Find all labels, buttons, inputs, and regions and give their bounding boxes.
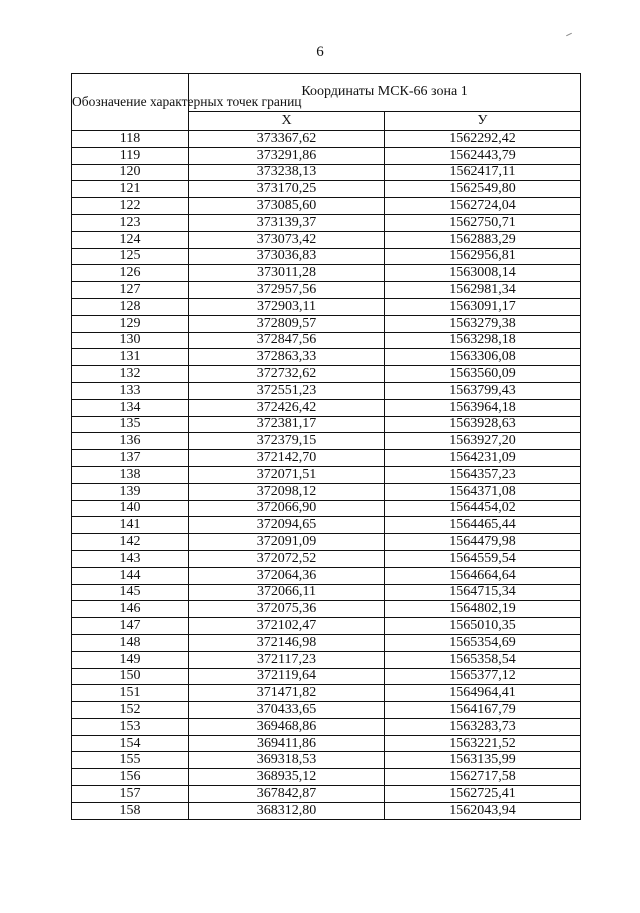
- y-coordinate-cell: 1564231,09: [385, 450, 581, 467]
- table-row: [72, 231, 581, 248]
- point-id-cell: 156: [72, 769, 189, 786]
- table-row: [72, 567, 581, 584]
- x-coordinate-cell: 373367,62: [189, 131, 385, 148]
- point-id-cell: 137: [72, 450, 189, 467]
- table-row: [72, 298, 581, 315]
- table-row: [72, 315, 581, 332]
- x-coordinate-cell: 372809,57: [189, 315, 385, 332]
- x-coordinate-cell: 369411,86: [189, 735, 385, 752]
- table-row: [72, 584, 581, 601]
- y-coordinate-cell: 1562717,58: [385, 769, 581, 786]
- y-coordinate-cell: 1563283,73: [385, 718, 581, 735]
- x-coordinate-cell: 373238,13: [189, 164, 385, 181]
- x-coordinate-cell: 372098,12: [189, 483, 385, 500]
- table-header: [72, 74, 581, 131]
- table-row: [72, 399, 581, 416]
- y-coordinate-cell: 1565354,69: [385, 634, 581, 651]
- point-id-cell: 140: [72, 500, 189, 517]
- point-id-cell: 147: [72, 618, 189, 635]
- y-coordinate-cell: 1564664,64: [385, 567, 581, 584]
- table-row: [72, 248, 581, 265]
- point-id-cell: 131: [72, 349, 189, 366]
- point-id-cell: 146: [72, 601, 189, 618]
- point-id-cell: 134: [72, 399, 189, 416]
- table-row: [72, 433, 581, 450]
- table-row: [72, 483, 581, 500]
- table-row: [72, 416, 581, 433]
- table-row: [72, 450, 581, 467]
- table-row: [72, 735, 581, 752]
- x-coordinate-cell: 373073,42: [189, 231, 385, 248]
- point-id-cell: 138: [72, 466, 189, 483]
- x-coordinate-cell: 372066,11: [189, 584, 385, 601]
- y-coordinate-cell: 1563298,18: [385, 332, 581, 349]
- y-coordinate-cell: 1563135,99: [385, 752, 581, 769]
- table-row: [72, 634, 581, 651]
- table-row: [72, 164, 581, 181]
- x-coordinate-cell: 372863,33: [189, 349, 385, 366]
- x-coordinate-cell: 368935,12: [189, 769, 385, 786]
- y-coordinate-cell: 1563927,20: [385, 433, 581, 450]
- point-id-cell: 142: [72, 534, 189, 551]
- x-coordinate-cell: 373085,60: [189, 198, 385, 215]
- y-coordinate-cell: 1562956,81: [385, 248, 581, 265]
- point-id-cell: 125: [72, 248, 189, 265]
- table-row: [72, 517, 581, 534]
- point-id-cell: 135: [72, 416, 189, 433]
- table-row: [72, 718, 581, 735]
- point-id-cell: 149: [72, 651, 189, 668]
- point-id-cell: 128: [72, 298, 189, 315]
- x-coordinate-cell: 372551,23: [189, 382, 385, 399]
- x-coordinate-cell: 372102,47: [189, 618, 385, 635]
- point-id-cell: 119: [72, 147, 189, 164]
- y-coordinate-cell: 1564559,54: [385, 550, 581, 567]
- y-coordinate-cell: 1563091,17: [385, 298, 581, 315]
- y-coordinate-cell: 1563279,38: [385, 315, 581, 332]
- x-coordinate-cell: 372064,36: [189, 567, 385, 584]
- y-coordinate-cell: 1564371,08: [385, 483, 581, 500]
- table-row: [72, 769, 581, 786]
- table-row: [72, 802, 581, 819]
- table-row: [72, 131, 581, 148]
- point-id-cell: 120: [72, 164, 189, 181]
- table-row: [72, 214, 581, 231]
- y-coordinate-cell: 1564964,41: [385, 685, 581, 702]
- x-coordinate-cell: 369468,86: [189, 718, 385, 735]
- x-coordinate-cell: 373170,25: [189, 181, 385, 198]
- table-row: [72, 198, 581, 215]
- table-row: [72, 332, 581, 349]
- point-id-cell: 133: [72, 382, 189, 399]
- y-coordinate-cell: 1562417,11: [385, 164, 581, 181]
- point-id-cell: 132: [72, 366, 189, 383]
- table-row: [72, 668, 581, 685]
- point-id-cell: 158: [72, 802, 189, 819]
- table-row: [72, 147, 581, 164]
- table-row: [72, 534, 581, 551]
- table-row: [72, 382, 581, 399]
- points-column-header: Обозначение характерных точек границ: [72, 74, 189, 131]
- table-row: [72, 366, 581, 383]
- x-coordinate-cell: 372732,62: [189, 366, 385, 383]
- x-coordinate-cell: 372072,52: [189, 550, 385, 567]
- table-row: [72, 466, 581, 483]
- x-coordinate-cell: 372379,15: [189, 433, 385, 450]
- y-coordinate-cell: 1562549,80: [385, 181, 581, 198]
- x-coordinate-cell: 372071,51: [189, 466, 385, 483]
- y-coordinate-cell: 1565377,12: [385, 668, 581, 685]
- x-coordinate-cell: 372066,90: [189, 500, 385, 517]
- table-row: [72, 550, 581, 567]
- point-id-cell: 145: [72, 584, 189, 601]
- x-coordinate-cell: 372117,23: [189, 651, 385, 668]
- y-coordinate-cell: 1562443,79: [385, 147, 581, 164]
- y-coordinate-cell: 1562883,29: [385, 231, 581, 248]
- point-id-cell: 157: [72, 786, 189, 803]
- y-coordinate-cell: 1564479,98: [385, 534, 581, 551]
- table-row: [72, 601, 581, 618]
- x-coordinate-cell: 372091,09: [189, 534, 385, 551]
- table-row: [72, 349, 581, 366]
- point-id-cell: 121: [72, 181, 189, 198]
- point-id-cell: 155: [72, 752, 189, 769]
- x-coordinate-cell: 372903,11: [189, 298, 385, 315]
- y-coordinate-cell: 1563221,52: [385, 735, 581, 752]
- point-id-cell: 153: [72, 718, 189, 735]
- point-id-cell: 126: [72, 265, 189, 282]
- y-coordinate-cell: 1562981,34: [385, 282, 581, 299]
- point-id-cell: 152: [72, 702, 189, 719]
- x-coordinate-cell: 371471,82: [189, 685, 385, 702]
- coords-group-header: Координаты МСК-66 зона 1: [189, 74, 581, 112]
- table-row: [72, 181, 581, 198]
- x-coordinate-cell: 373139,37: [189, 214, 385, 231]
- table-row: [72, 786, 581, 803]
- x-coordinate-cell: 368312,80: [189, 802, 385, 819]
- table-row: [72, 265, 581, 282]
- y-coordinate-cell: 1562725,41: [385, 786, 581, 803]
- x-coordinate-cell: 370433,65: [189, 702, 385, 719]
- point-id-cell: 129: [72, 315, 189, 332]
- table-row: [72, 685, 581, 702]
- y-coordinate-cell: 1563306,08: [385, 349, 581, 366]
- point-id-cell: 151: [72, 685, 189, 702]
- y-coordinate-cell: 1562750,71: [385, 214, 581, 231]
- point-id-cell: 144: [72, 567, 189, 584]
- coordinates-table: [71, 73, 581, 820]
- x-coordinate-cell: 373036,83: [189, 248, 385, 265]
- point-id-cell: 148: [72, 634, 189, 651]
- table-body: [72, 131, 581, 820]
- point-id-cell: 118: [72, 131, 189, 148]
- x-coordinate-cell: 373291,86: [189, 147, 385, 164]
- table-row: [72, 752, 581, 769]
- y-coordinate-cell: 1563964,18: [385, 399, 581, 416]
- y-coordinate-cell: 1562292,42: [385, 131, 581, 148]
- y-coordinate-cell: 1563799,43: [385, 382, 581, 399]
- y-coordinate-cell: 1564802,19: [385, 601, 581, 618]
- table-row: [72, 282, 581, 299]
- y-coordinate-cell: 1564357,23: [385, 466, 581, 483]
- y-coordinate-cell: 1564465,44: [385, 517, 581, 534]
- y-coordinate-cell: 1563560,09: [385, 366, 581, 383]
- x-coordinate-cell: 372381,17: [189, 416, 385, 433]
- x-coordinate-cell: 372957,56: [189, 282, 385, 299]
- x-coordinate-cell: 373011,28: [189, 265, 385, 282]
- y-coordinate-cell: 1565358,54: [385, 651, 581, 668]
- page-number: 6: [316, 44, 324, 60]
- table-row: [72, 702, 581, 719]
- point-id-cell: 136: [72, 433, 189, 450]
- point-id-cell: 122: [72, 198, 189, 215]
- point-id-cell: 154: [72, 735, 189, 752]
- x-coordinate-cell: 372075,36: [189, 601, 385, 618]
- x-coordinate-cell: 372094,65: [189, 517, 385, 534]
- y-coordinate-cell: 1563008,14: [385, 265, 581, 282]
- y-coordinate-cell: 1562724,04: [385, 198, 581, 215]
- point-id-cell: 150: [72, 668, 189, 685]
- x-coordinate-cell: 367842,87: [189, 786, 385, 803]
- x-coordinate-cell: 372426,42: [189, 399, 385, 416]
- y-coordinate-cell: 1563928,63: [385, 416, 581, 433]
- point-id-cell: 143: [72, 550, 189, 567]
- y-coordinate-cell: 1564167,79: [385, 702, 581, 719]
- point-id-cell: 141: [72, 517, 189, 534]
- point-id-cell: 127: [72, 282, 189, 299]
- table-row: [72, 651, 581, 668]
- x-coordinate-cell: 372142,70: [189, 450, 385, 467]
- y-coordinate-cell: 1565010,35: [385, 618, 581, 635]
- point-id-cell: 124: [72, 231, 189, 248]
- point-id-cell: 123: [72, 214, 189, 231]
- x-coordinate-cell: 372847,56: [189, 332, 385, 349]
- table-row: [72, 618, 581, 635]
- x-column-header: X: [189, 111, 385, 130]
- y-coordinate-cell: 1564454,02: [385, 500, 581, 517]
- x-coordinate-cell: 372146,98: [189, 634, 385, 651]
- y-coordinate-cell: 1562043,94: [385, 802, 581, 819]
- table-row: [72, 500, 581, 517]
- point-id-cell: 130: [72, 332, 189, 349]
- x-coordinate-cell: 372119,64: [189, 668, 385, 685]
- point-id-cell: 139: [72, 483, 189, 500]
- scan-speck: [566, 33, 572, 36]
- y-column-header: У: [385, 111, 581, 130]
- y-coordinate-cell: 1564715,34: [385, 584, 581, 601]
- x-coordinate-cell: 369318,53: [189, 752, 385, 769]
